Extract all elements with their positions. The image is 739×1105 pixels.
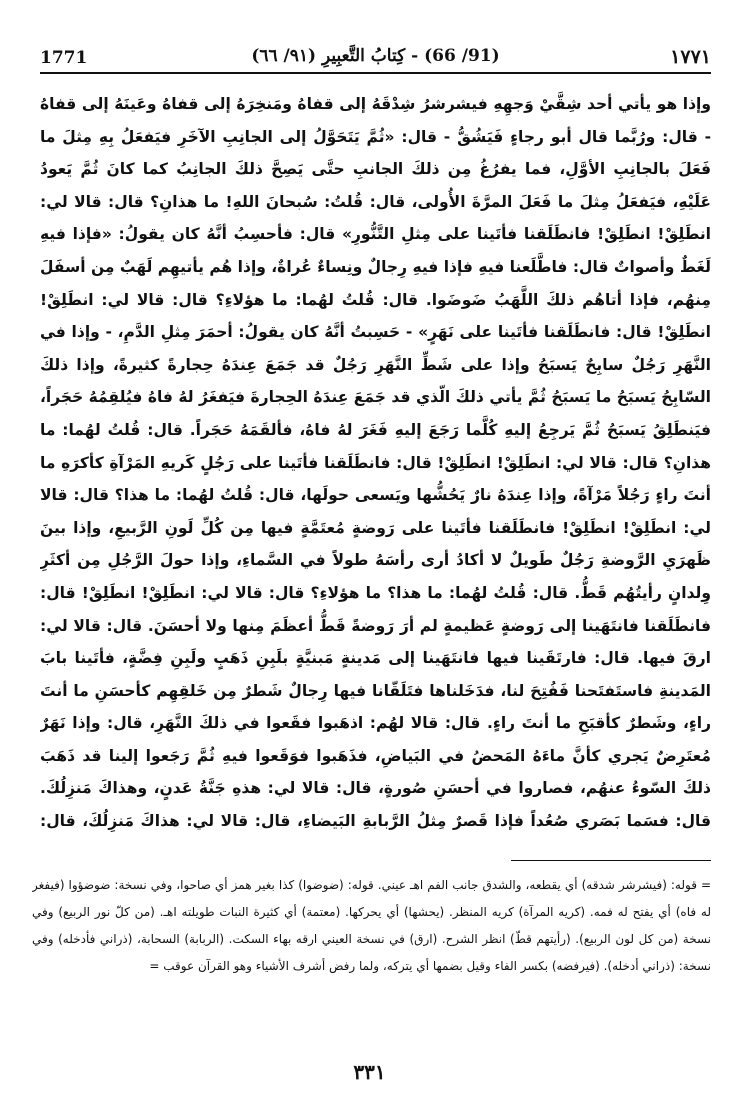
footnotes xyxy=(32,872,711,1022)
footnote-separator xyxy=(511,860,711,861)
page-header xyxy=(40,40,711,76)
page-number-latin: 1771 xyxy=(40,48,88,68)
running-title: (91/ 66) - كِتابُ التَّعبِيرِ (٩١/ ٦٦) xyxy=(251,46,500,66)
main-paragraph: وإذا هو يأتي أحد شِقَّيْ وَجهِهِ فيشرشرُ شِدْقَهُ إلى قفاهُ ومَنخِرَهُ إلى قفاهُ وعَينَهُ إلى قفاهُ - قال: ورُبَّما قال أبو رجاءٍ فَيَشُقُّ - قال: «ثُمَّ يَتَحَوَّلُ إلى الجانِبِ الآخَرِ فيَفعَلُ بِهِ مِثلَ ما فَعَلَ بالجانِبِ الأوَّلِ، فما يفرُغُ مِن ذلكَ الجانبِ حتَّى يَصِحَّ ذلكَ الجانِبُ كما كانَ ثُمَّ يَعودُ عَلَيْهِ، فيَفعَلُ مِثلَ ما فَعَلَ المرَّةَ الأُولى، قال: قُلتُ: سُبحانَ اللهِ! ما هذانِ؟ قال: قالا لي: انطَلِقْ! انطَلِقْ! فانطَلَقنا فأتَينا على مِثلِ التَّنُّورِ» قال: فأحسِبُ أنَّهُ كان يقولُ: «فإذا فيهِ لَغَطٌ وأصواتٌ قال: فاطَّلَعنا فيهِ فإذا فيهِ رِجالٌ ونِساءٌ عُراةٌ، وإذا هُم يأتيهِم لَهَبٌ مِن أسفَلَ مِنهُم، فإذا أتاهُم ذلكَ اللَّهَبُ ضَوضَوا. قال: قُلتُ لهُما: ما هؤلاءِ؟ قال: قالا لي: انطَلِقْ! انطَلِقْ! قال: فانطَلَقنا فأتَينا على نَهَرٍ» - حَسِبتُ أنَّهُ كان يقولُ: أحمَرَ مِثلِ الدَّمِ، - وإذا في النَّهَرِ رَجُلٌ سابِحٌ يَسبَحُ وإذا على شَطِّ النَّهَرِ رَجُلٌ قد جَمَعَ عِندَهُ حِجارةً كثيرةً، وإذا ذلكَ السّابِحُ يَسبَحُ ما يَسبَحُ ثُمَّ يأتي ذلكَ الّذي قد جَمَعَ عِندَهُ الحِجارةَ فيَفغَرُ لهُ فاهُ فيُلقِمُهُ حَجَراً، فيَنطَلِقُ يَسبَحُ ثُمَّ يَرجِعُ إليهِ كُلَّما رَجَعَ إليهِ فَغَرَ لهُ فاهُ، فألقَمَهُ حَجَراً. قال: قُلتُ لهُما: ما هذانِ؟ قال: قالا لي: انطَلِقْ! انطَلِقْ! قال: فانطَلَقنا فأتَينا على رَجُلٍ كَريهِ المَرْآةِ كأكرَهِ ما أنتَ راءٍ رَجُلاً مَرْآةً، وإذا عِندَهُ نارٌ يَحُشُّها ويَسعى حولَها، قال: قُلتُ لهُما: ما هذا؟ قال: قالا لي: انطَلِقْ! انطَلِقْ! فانطَلَقنا فأتَينا على رَوضةٍ مُعتَمَّةٍ فيها مِن كُلِّ لَونِ الرَّبيعِ، وإذا بينَ ظَهرَيِ الرَّوضةِ رَجُلٌ طَويلٌ لا أكادُ أرى رأسَهُ طولاً في السَّماءِ، وإذا حولَ الرَّجُلِ مِن أكثَرِ وِلدانٍ رأيتُهُم قَطُّ. قال: قُلتُ لهُما: ما هذا؟ ما هؤلاءِ؟ قال: قالا لي: انطَلِقْ! انطَلِقْ! قال: فانطَلَقنا فانتَهَينا إلى رَوضةٍ عَظيمةٍ لم أرَ رَوضةً قَطُّ أعظَمَ مِنها ولا أحسَنَ. قال: قالا لي: ارقَ فيها. قال: فارتَقَينا فيها فانتَهَينا إلى مَدينةٍ مَبنيَّةٍ بلَبِنِ ذَهَبٍ ولَبِنِ فِضَّةٍ، فأتَينا بابَ المَدينةِ فاستَفتَحنا فَفُتِحَ لنا، فدَخَلناها فتَلَقّانا فيها رِجالٌ شَطرٌ مِن خَلقِهِم كأحسَنِ ما أنتَ راءٍ، وشَطرٌ كأقبَحِ ما أنتَ راءٍ. قال: قالا لهُم: اذهَبوا فقَعوا في ذلكَ النَّهَرِ، قال: وإذا نَهَرٌ مُعتَرِضٌ يَجري كأنَّ ماءَهُ المَحضُ في البَياضِ، فذَهَبوا فوَقَعوا فيهِ ثُمَّ رَجَعوا إلينا قد ذَهَبَ ذلكَ السّوءُ عنهُم، فصاروا في أحسَنِ صُورةٍ، قال: قالا لي: هذهِ جَنَّةُ عَدنٍ، وهذاكَ مَنزِلُكَ. قال: فسَما بَصَري صُعُداً فإذا قَصرٌ مِثلُ الرَّبابةِ البَيضاءِ، قال: قالا لي: هذاكَ مَنزِلُكَ، قال: xyxy=(40,95,711,831)
header-rule xyxy=(40,72,711,74)
main-text xyxy=(40,88,711,840)
footnote-paragraph: = قوله: (فيشرشر شدقه) أي يقطعه، والشدق جانب الفم اهـ عيني. قوله: (ضوضوا) كذا بغير همز أي صاحوا، وفي نسخة: ضوضؤوا (فيفغر له فاه) أي يفتح له فمه. (كريه المرآة) كريه المنظر. (يحشها) أي يحركها. (معتمة) أي كثيرة النبات طويلته اهـ. (من كلّ نور الربيع) وفي نسخة (من كل لون الربيع). (رأيتهم قطّ) انظر الشرح. (ارق) في نسخة العيني ارقه بهاء السكت. (الربابة) السحابة، (ذراني فأدخله) وفي نسخة: (ذراني أدخله). (فيرفضه) بكسر الفاء وقيل بضمها أي يتركه، ولما رفض أشرف الأشياء وهو القرآن عوقب = xyxy=(32,878,711,973)
page-number-arabic: ١٧٧١ xyxy=(670,46,711,68)
footer-page-number: ٣٣١ xyxy=(353,1060,386,1084)
